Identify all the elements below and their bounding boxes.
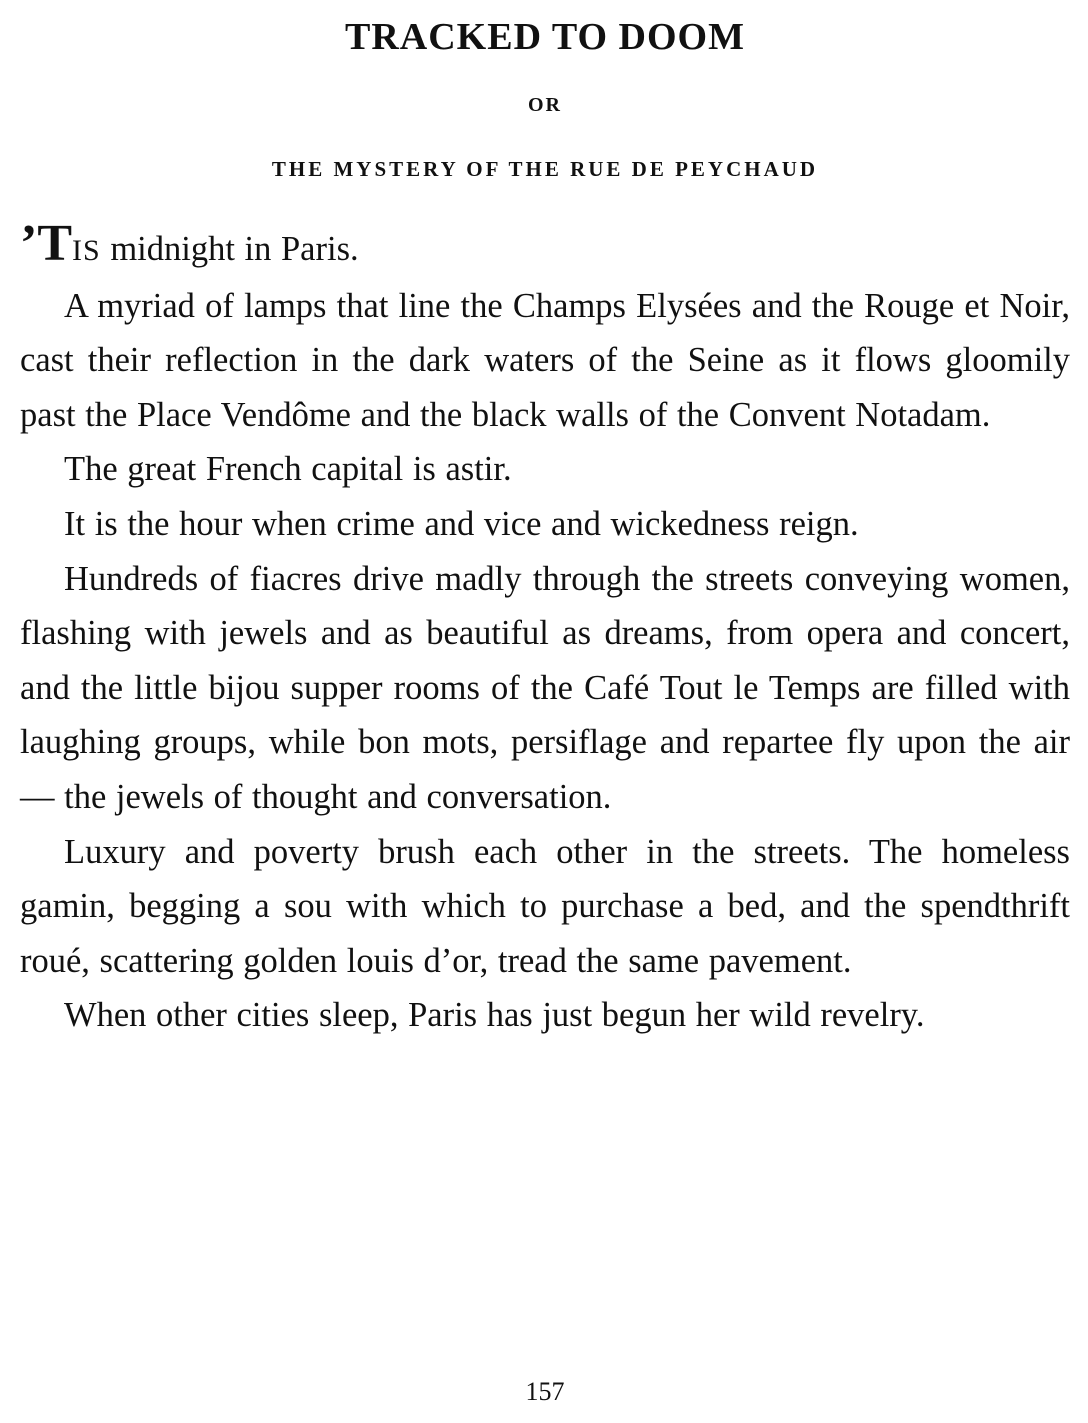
body-text <box>20 215 1070 1043</box>
chapter-subtitle: THE MYSTERY OF THE RUE DE PEYCHAUD <box>271 157 819 181</box>
paragraph: A myriad of lamps that line the Champs Elysées and the Rouge et Noir, cast their reflection in the dark waters of the Seine as it flows gloomily past the Place Vendôme and the black walls of the Convent Notadam. <box>20 286 1070 434</box>
book-page <box>20 0 1070 1423</box>
opening-text: midnight in Paris. <box>100 230 359 268</box>
chapter-title: TRACKED TO DOOM <box>345 16 745 58</box>
page-number: 157 <box>525 1377 565 1406</box>
paragraph-opening <box>20 215 1070 279</box>
paragraph: The great French capital is astir. <box>64 450 512 489</box>
paragraph: Hundreds of fiacres drive madly through the streets conveying women, flashing with jewels and as beautiful as dreams, from opera and concert, and the little bijou supper rooms of the Café Tout le Temps are filled with laughing groups, while bon mots, persiflage and repartee fly upon the air — the jewels of thought and conversation. <box>20 559 1070 816</box>
paragraph: When other cities sleep, Paris has just begun her wild revelry. <box>64 996 925 1035</box>
drop-cap: ’T <box>20 215 72 272</box>
title-connector: OR <box>528 94 562 116</box>
paragraph: It is the hour when crime and vice and wickedness reign. <box>64 504 859 543</box>
opening-small-caps: IS <box>72 234 101 267</box>
paragraph: Luxury and poverty brush each other in the streets. The homeless gamin, begging a sou with which to purchase a bed, and the spendthrift roué, scattering golden louis d’or, tread the same pavement. <box>20 832 1070 980</box>
